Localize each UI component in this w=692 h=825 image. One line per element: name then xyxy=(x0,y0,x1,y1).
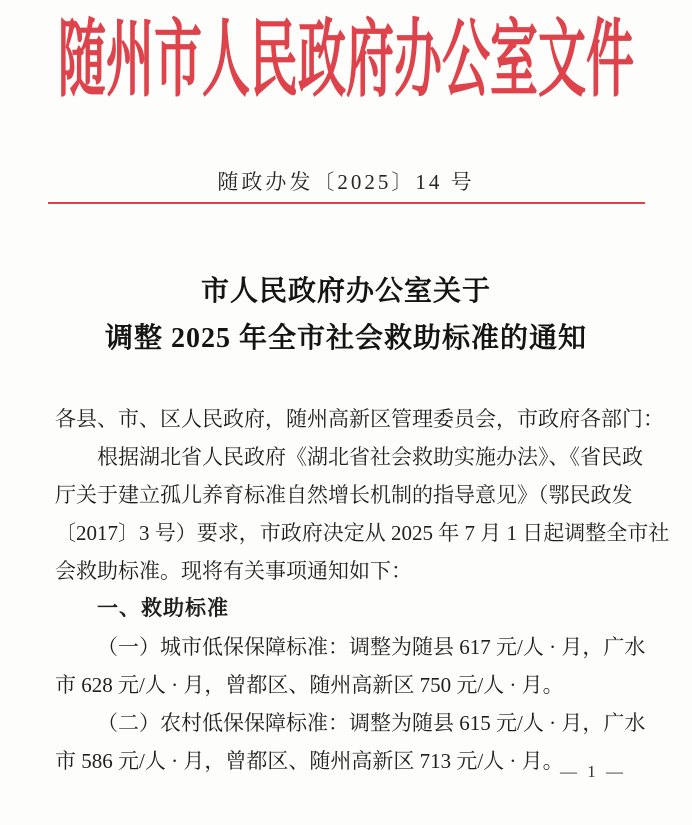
letterhead-org-title: 随州市人民政府办公室文件 xyxy=(58,14,634,108)
document-body xyxy=(0,400,692,780)
body-section-heading: 一、救助标准 xyxy=(97,597,229,620)
document-number: 随政办发〔2025〕14 号 xyxy=(217,170,475,194)
body-line: （一）城市低保保障标准：调整为随县 617 元/人 · 月，广水 xyxy=(97,635,646,659)
document-title-line2: 调整 2025 年全市社会救助标准的通知 xyxy=(104,323,587,354)
body-line: 市 628 元/人 · 月，曾都区、随州高新区 750 元/人 · 月。 xyxy=(55,673,564,697)
body-line: 会救助标准。现将有关事项通知如下： xyxy=(55,559,412,583)
page-number: — 1 — xyxy=(560,762,626,781)
body-line: 〔2017〕3 号）要求，市政府决定从 2025 年 7 月 1 日起调整全市社 xyxy=(55,521,670,545)
letterhead xyxy=(0,12,692,110)
document-title-line1: 市人民政府办公室关于 xyxy=(200,276,491,307)
body-line: 厅关于建立孤儿养育标准自然增长机制的指导意见》（鄂民政发 xyxy=(55,483,633,507)
body-line-salutation: 各县、市、区人民政府，随州高新区管理委员会，市政府各部门： xyxy=(55,407,664,431)
body-line: （二）农村低保保障标准：调整为随县 615 元/人 · 月，广水 xyxy=(97,711,646,735)
body-line: 根据湖北省人民政府《湖北省社会救助实施办法》、《省民政 xyxy=(97,445,643,469)
red-divider-line xyxy=(48,202,645,204)
document-title xyxy=(0,268,692,362)
body-line: 市 586 元/人 · 月，曾都区、随州高新区 713 元/人 · 月。 xyxy=(55,749,564,773)
